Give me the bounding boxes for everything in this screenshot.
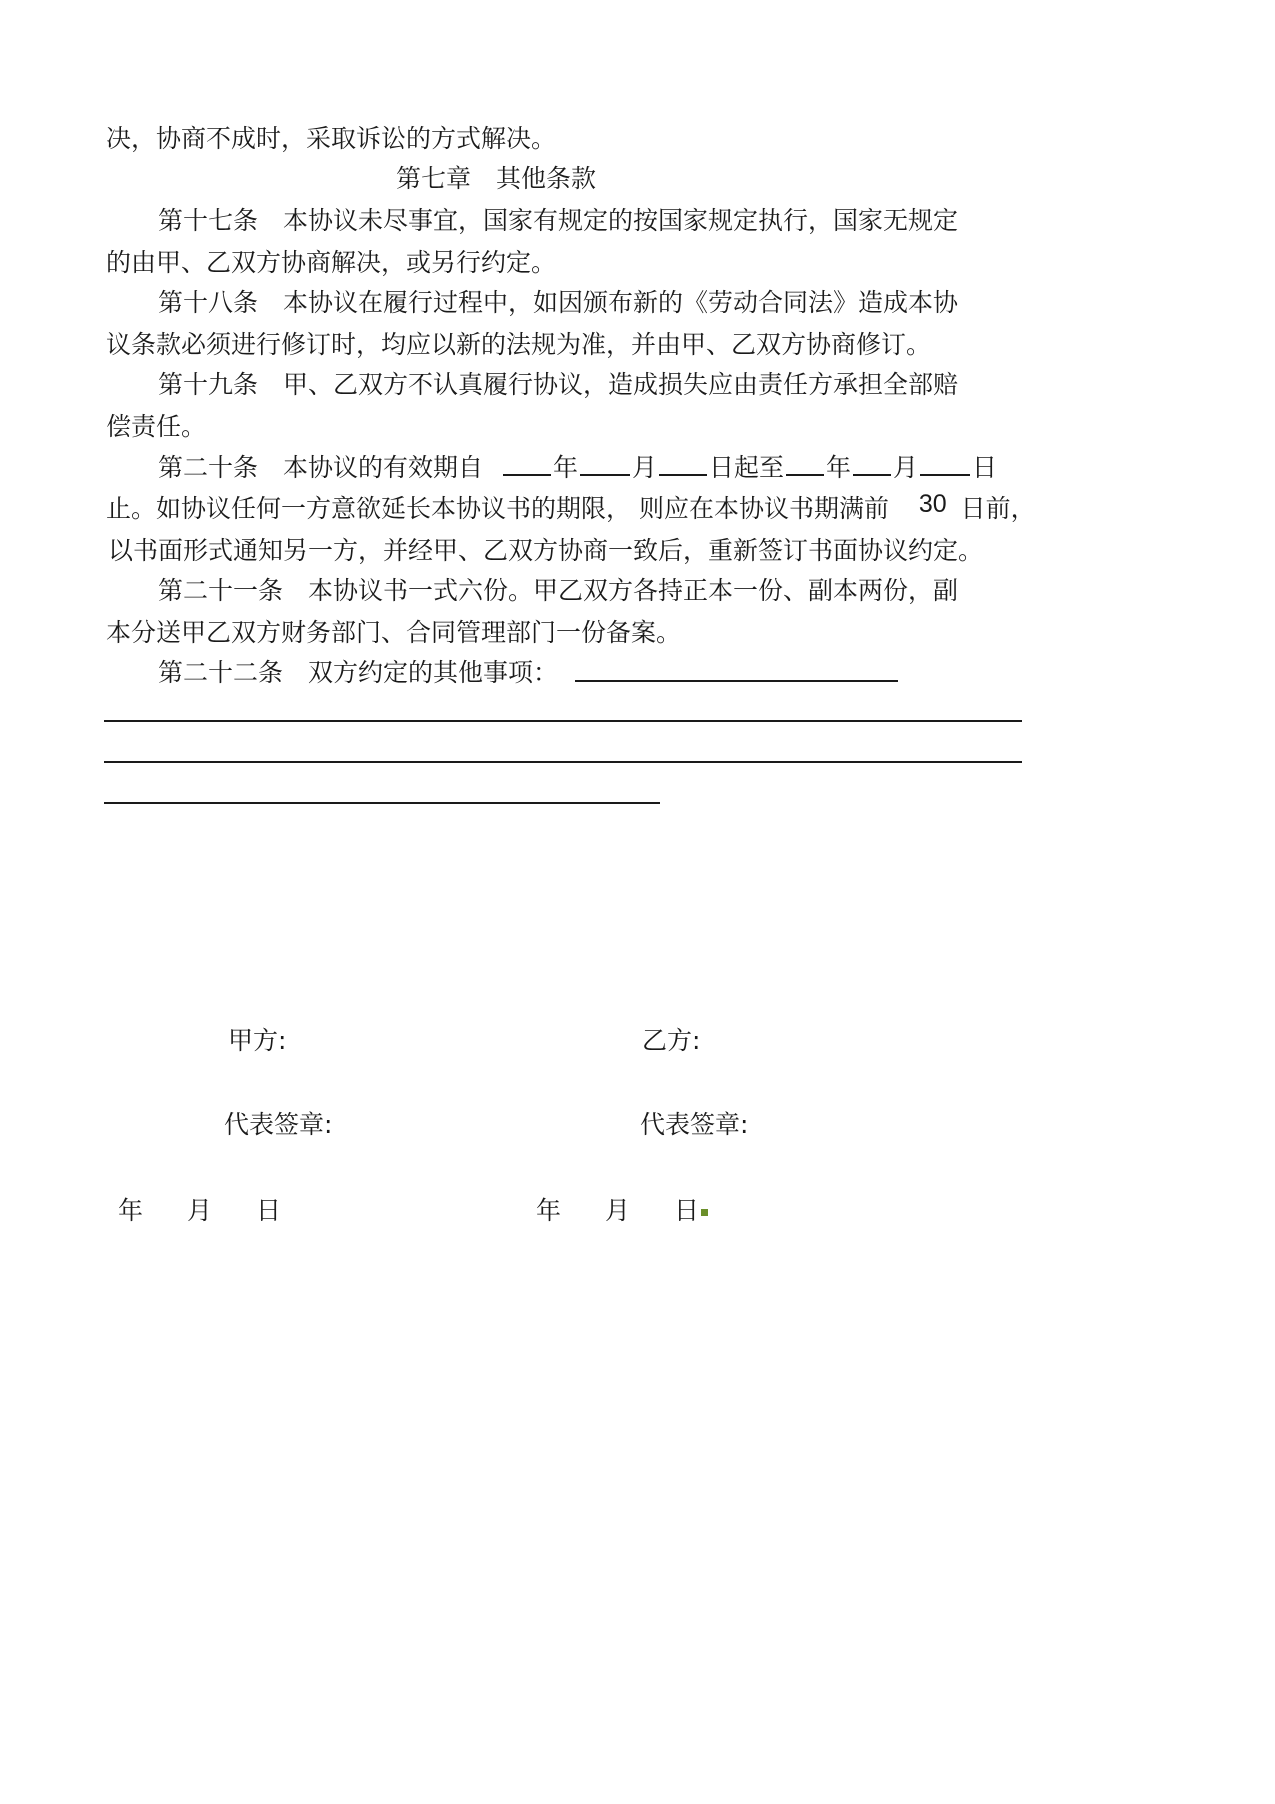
end-year-label: 年 xyxy=(826,453,852,482)
party-a-date xyxy=(118,1198,281,1223)
end-month-label: 月 xyxy=(893,453,919,482)
article-21-line-1: 第二十一条 本协议书一式六份。甲乙双方各持正本一份、副本两份，副 xyxy=(158,576,959,605)
article-20-line-3: 以书面形式通知另一方，并经甲、乙双方协商一致后，重新签订书面协议约定。 xyxy=(108,536,984,565)
notice-days-value: 30 xyxy=(918,490,947,518)
article-21-line-2: 本分送甲乙双方财务部门、合同管理部门一份备案。 xyxy=(106,618,682,647)
chapter-heading: 第七章 其他条款 xyxy=(396,164,597,193)
date-month-label: 月 xyxy=(604,1196,630,1225)
other-matters-blank-inline[interactable] xyxy=(575,680,898,682)
party-b-date xyxy=(536,1198,708,1223)
article-18-line-2: 议条款必须进行修订时，均应以新的法规为准，并由甲、乙双方协商修订。 xyxy=(106,330,932,359)
party-a-label: 甲方: xyxy=(228,1026,287,1055)
article-22-line: 第二十二条 双方约定的其他事项： xyxy=(158,658,559,687)
party-b-label: 乙方: xyxy=(642,1026,701,1055)
green-marker-icon xyxy=(701,1209,708,1216)
article-20-days-suffix: 日前， xyxy=(960,494,1036,523)
end-year-blank[interactable] xyxy=(786,454,824,476)
article-20-prefix: 第二十条 本协议的有效期自 xyxy=(158,453,484,482)
other-matters-blank-line-2[interactable] xyxy=(104,761,1022,763)
article-18-line-1: 第十八条 本协议在履行过程中，如因颁布新的《劳动合同法》造成本协 xyxy=(158,288,959,317)
party-b-representative-label: 代表签章: xyxy=(640,1110,749,1139)
article-17-line-1: 第十七条 本协议未尽事宜，国家有规定的按国家规定执行，国家无规定 xyxy=(158,206,959,235)
start-year-blank[interactable] xyxy=(503,454,551,476)
end-day-label: 日 xyxy=(972,453,998,482)
start-day-label: 日起至 xyxy=(709,453,785,482)
article-17-line-2: 的由甲、乙双方协商解决，或另行约定。 xyxy=(106,248,557,277)
article-20-text: 止。如协议任何一方意欲延长本协议书的期限， 则应在本协议书期满前 xyxy=(106,494,889,523)
start-month-blank[interactable] xyxy=(580,454,630,476)
article-19-line-1: 第十九条 甲、乙双方不认真履行协议，造成损失应由责任方承担全部赔 xyxy=(158,370,959,399)
article-20-line-2 xyxy=(106,490,1036,523)
other-matters-blank-line-3[interactable] xyxy=(104,802,660,804)
article-20-line-1 xyxy=(158,454,997,480)
date-day-label: 日 xyxy=(255,1196,281,1225)
end-day-blank[interactable] xyxy=(920,454,970,476)
date-year-label: 年 xyxy=(536,1196,562,1225)
paragraph-line: 决，协商不成时，采取诉讼的方式解决。 xyxy=(106,124,557,153)
date-year-label: 年 xyxy=(118,1196,144,1225)
other-matters-blank-line-1[interactable] xyxy=(104,720,1022,722)
end-month-blank[interactable] xyxy=(853,454,891,476)
date-day-label: 日 xyxy=(673,1196,699,1225)
start-month-label: 月 xyxy=(631,453,657,482)
article-19-line-2: 偿责任。 xyxy=(106,412,207,441)
start-year-label: 年 xyxy=(552,453,578,482)
start-day-blank[interactable] xyxy=(659,454,707,476)
date-month-label: 月 xyxy=(186,1196,212,1225)
party-a-representative-label: 代表签章: xyxy=(224,1110,333,1139)
